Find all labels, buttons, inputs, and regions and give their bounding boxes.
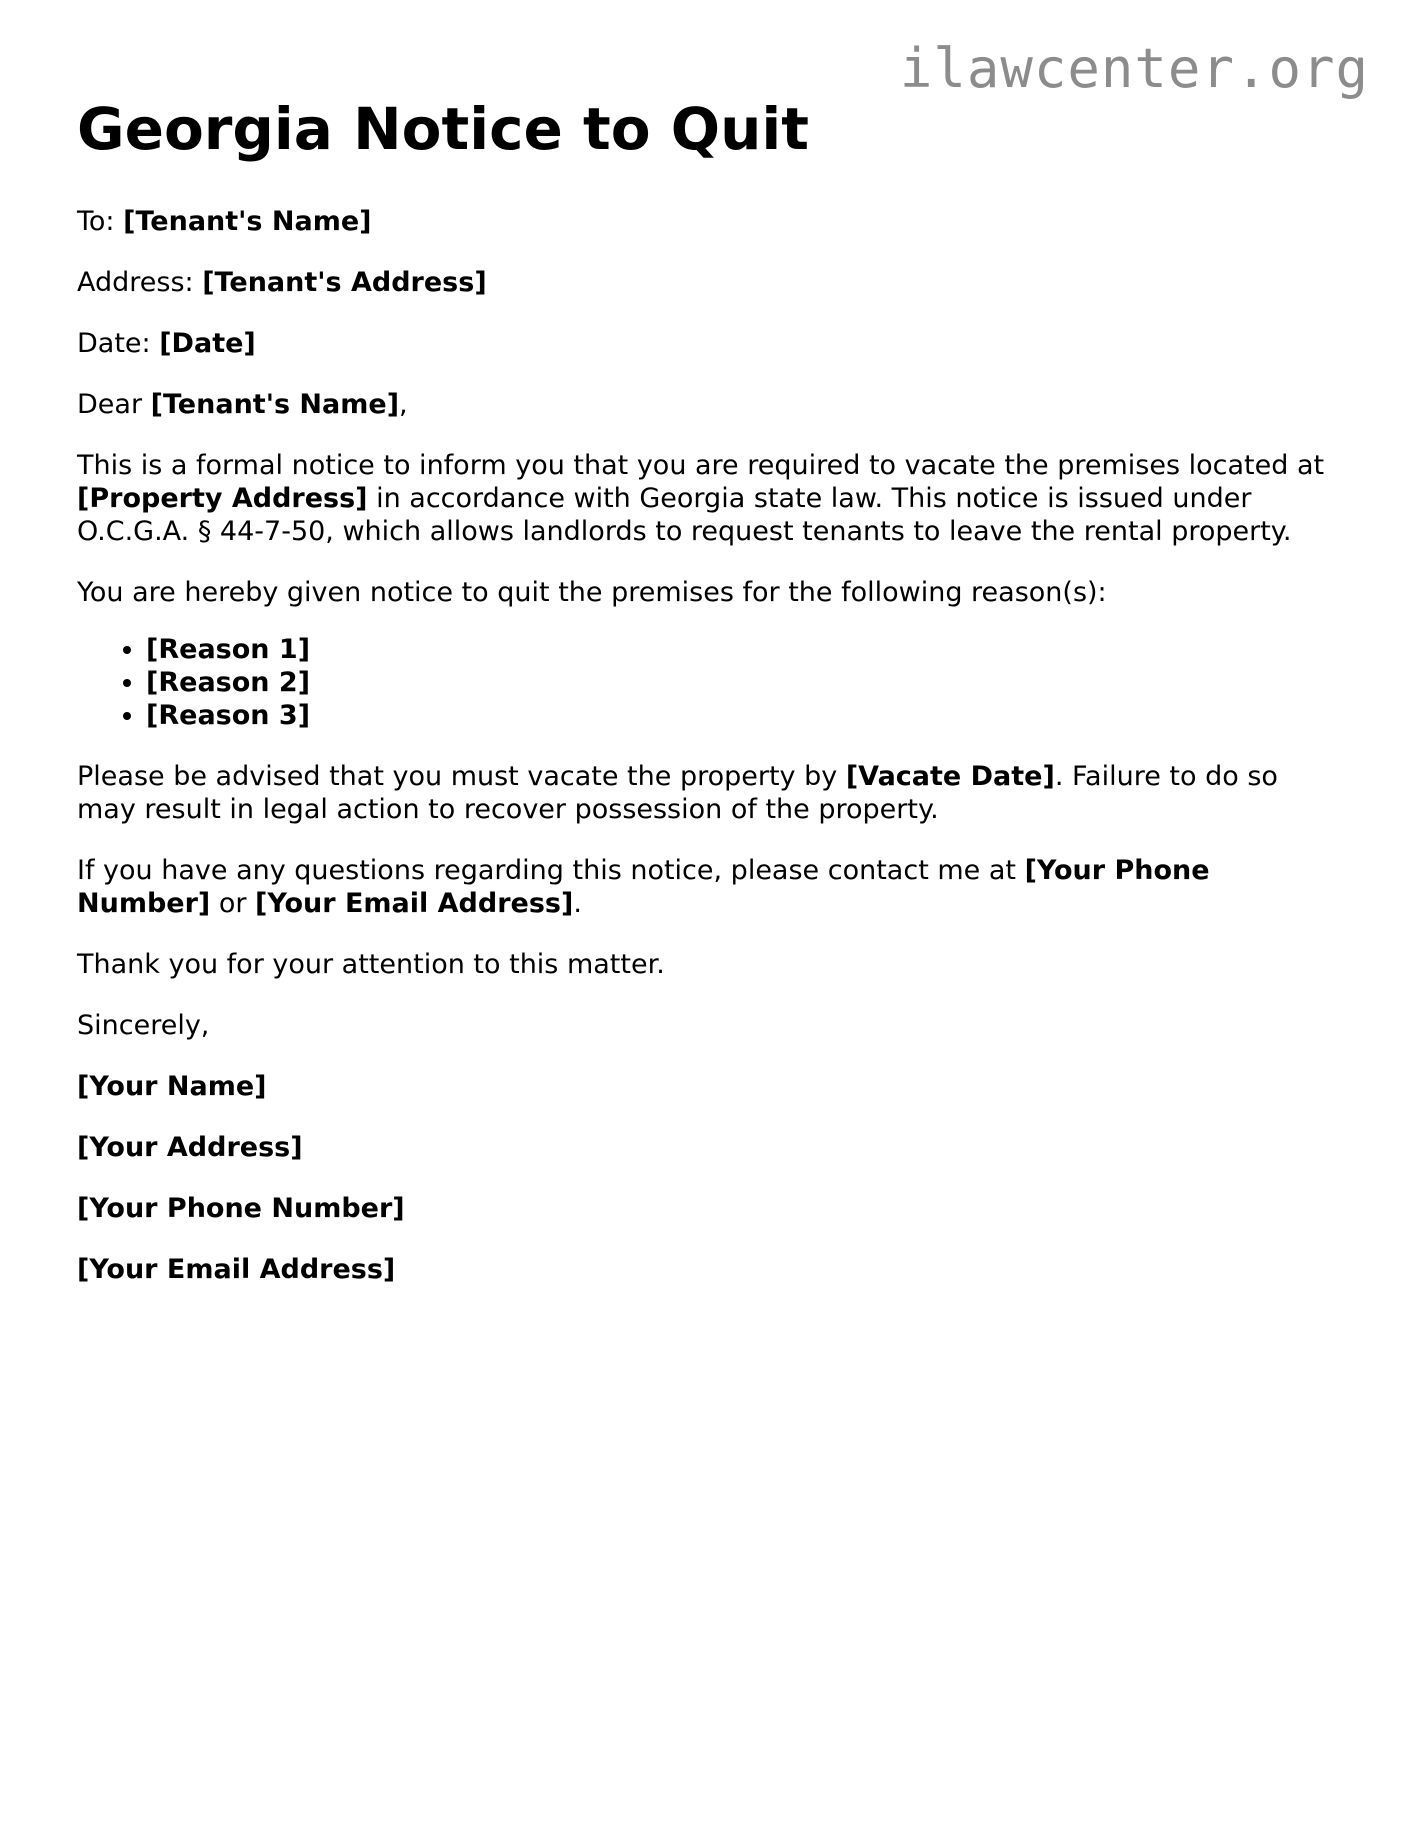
signature-name: [Your Name] — [77, 1070, 267, 1102]
vacate-paragraph — [77, 760, 1337, 826]
reasons-list — [77, 633, 1337, 732]
contact-paragraph — [77, 854, 1337, 920]
signature-phone: [Your Phone Number] — [77, 1192, 405, 1224]
reason-item: • [Reason 1] — [146, 633, 1337, 666]
thanks-line: Thank you for your attention to this matter. — [77, 948, 665, 980]
reasons-intro: You are hereby given notice to quit the premises for the following reason(s): — [77, 576, 1107, 608]
greeting-tenant-name: [Tenant's Name] — [150, 388, 400, 420]
signature-email: [Your Email Address] — [77, 1253, 396, 1285]
contact-email-field: [Your Email Address] — [255, 887, 574, 919]
greeting-prefix: Dear — [77, 388, 151, 420]
greeting-suffix: , — [399, 388, 408, 420]
greeting — [77, 388, 1337, 421]
tenant-address-field: [Tenant's Address] — [202, 266, 487, 298]
closing-line: Sincerely, — [77, 1009, 210, 1041]
date-line — [77, 327, 1337, 360]
address-line — [77, 266, 1337, 299]
to-line — [77, 205, 1337, 238]
contact-phone-field: [Your Phone Number] — [77, 854, 1210, 919]
tenant-name-field: [Tenant's Name] — [123, 205, 372, 237]
notice-document — [77, 95, 1337, 1314]
property-address-field: [Property Address] — [77, 482, 368, 514]
vacate-text-1: Please be advised that you must vacate the property by — [77, 760, 846, 792]
date-label: Date: — [77, 327, 160, 359]
to-label: To: — [77, 205, 124, 237]
intro-text-2: in accordance with Georgia state law. This notice is issued under O.C.G.A. § 44-7-50, which allows landlords to request tenants to leave the rental property. — [77, 482, 1292, 547]
intro-paragraph — [77, 449, 1337, 548]
contact-end: . — [573, 887, 582, 919]
page-title: Georgia Notice to Quit — [77, 95, 809, 163]
vacate-date-field: [Vacate Date] — [845, 760, 1055, 792]
date-field: [Date] — [159, 327, 256, 359]
intro-text-1: This is a formal notice to inform you that you are required to vacate the premises located at — [77, 449, 1325, 481]
reason-item: • [Reason 2] — [146, 666, 1337, 699]
contact-text-1: If you have any questions regarding this notice, please contact me at — [77, 854, 1025, 886]
reason-item: • [Reason 3] — [146, 699, 1337, 732]
site-watermark: ilawcenter.org — [899, 37, 1369, 100]
vacate-text-2: . Failure to do so may result in legal action to recover possession of the property. — [77, 760, 1278, 825]
signature-address: [Your Address] — [77, 1131, 303, 1163]
contact-or: or — [210, 887, 256, 919]
address-label: Address: — [77, 266, 203, 298]
